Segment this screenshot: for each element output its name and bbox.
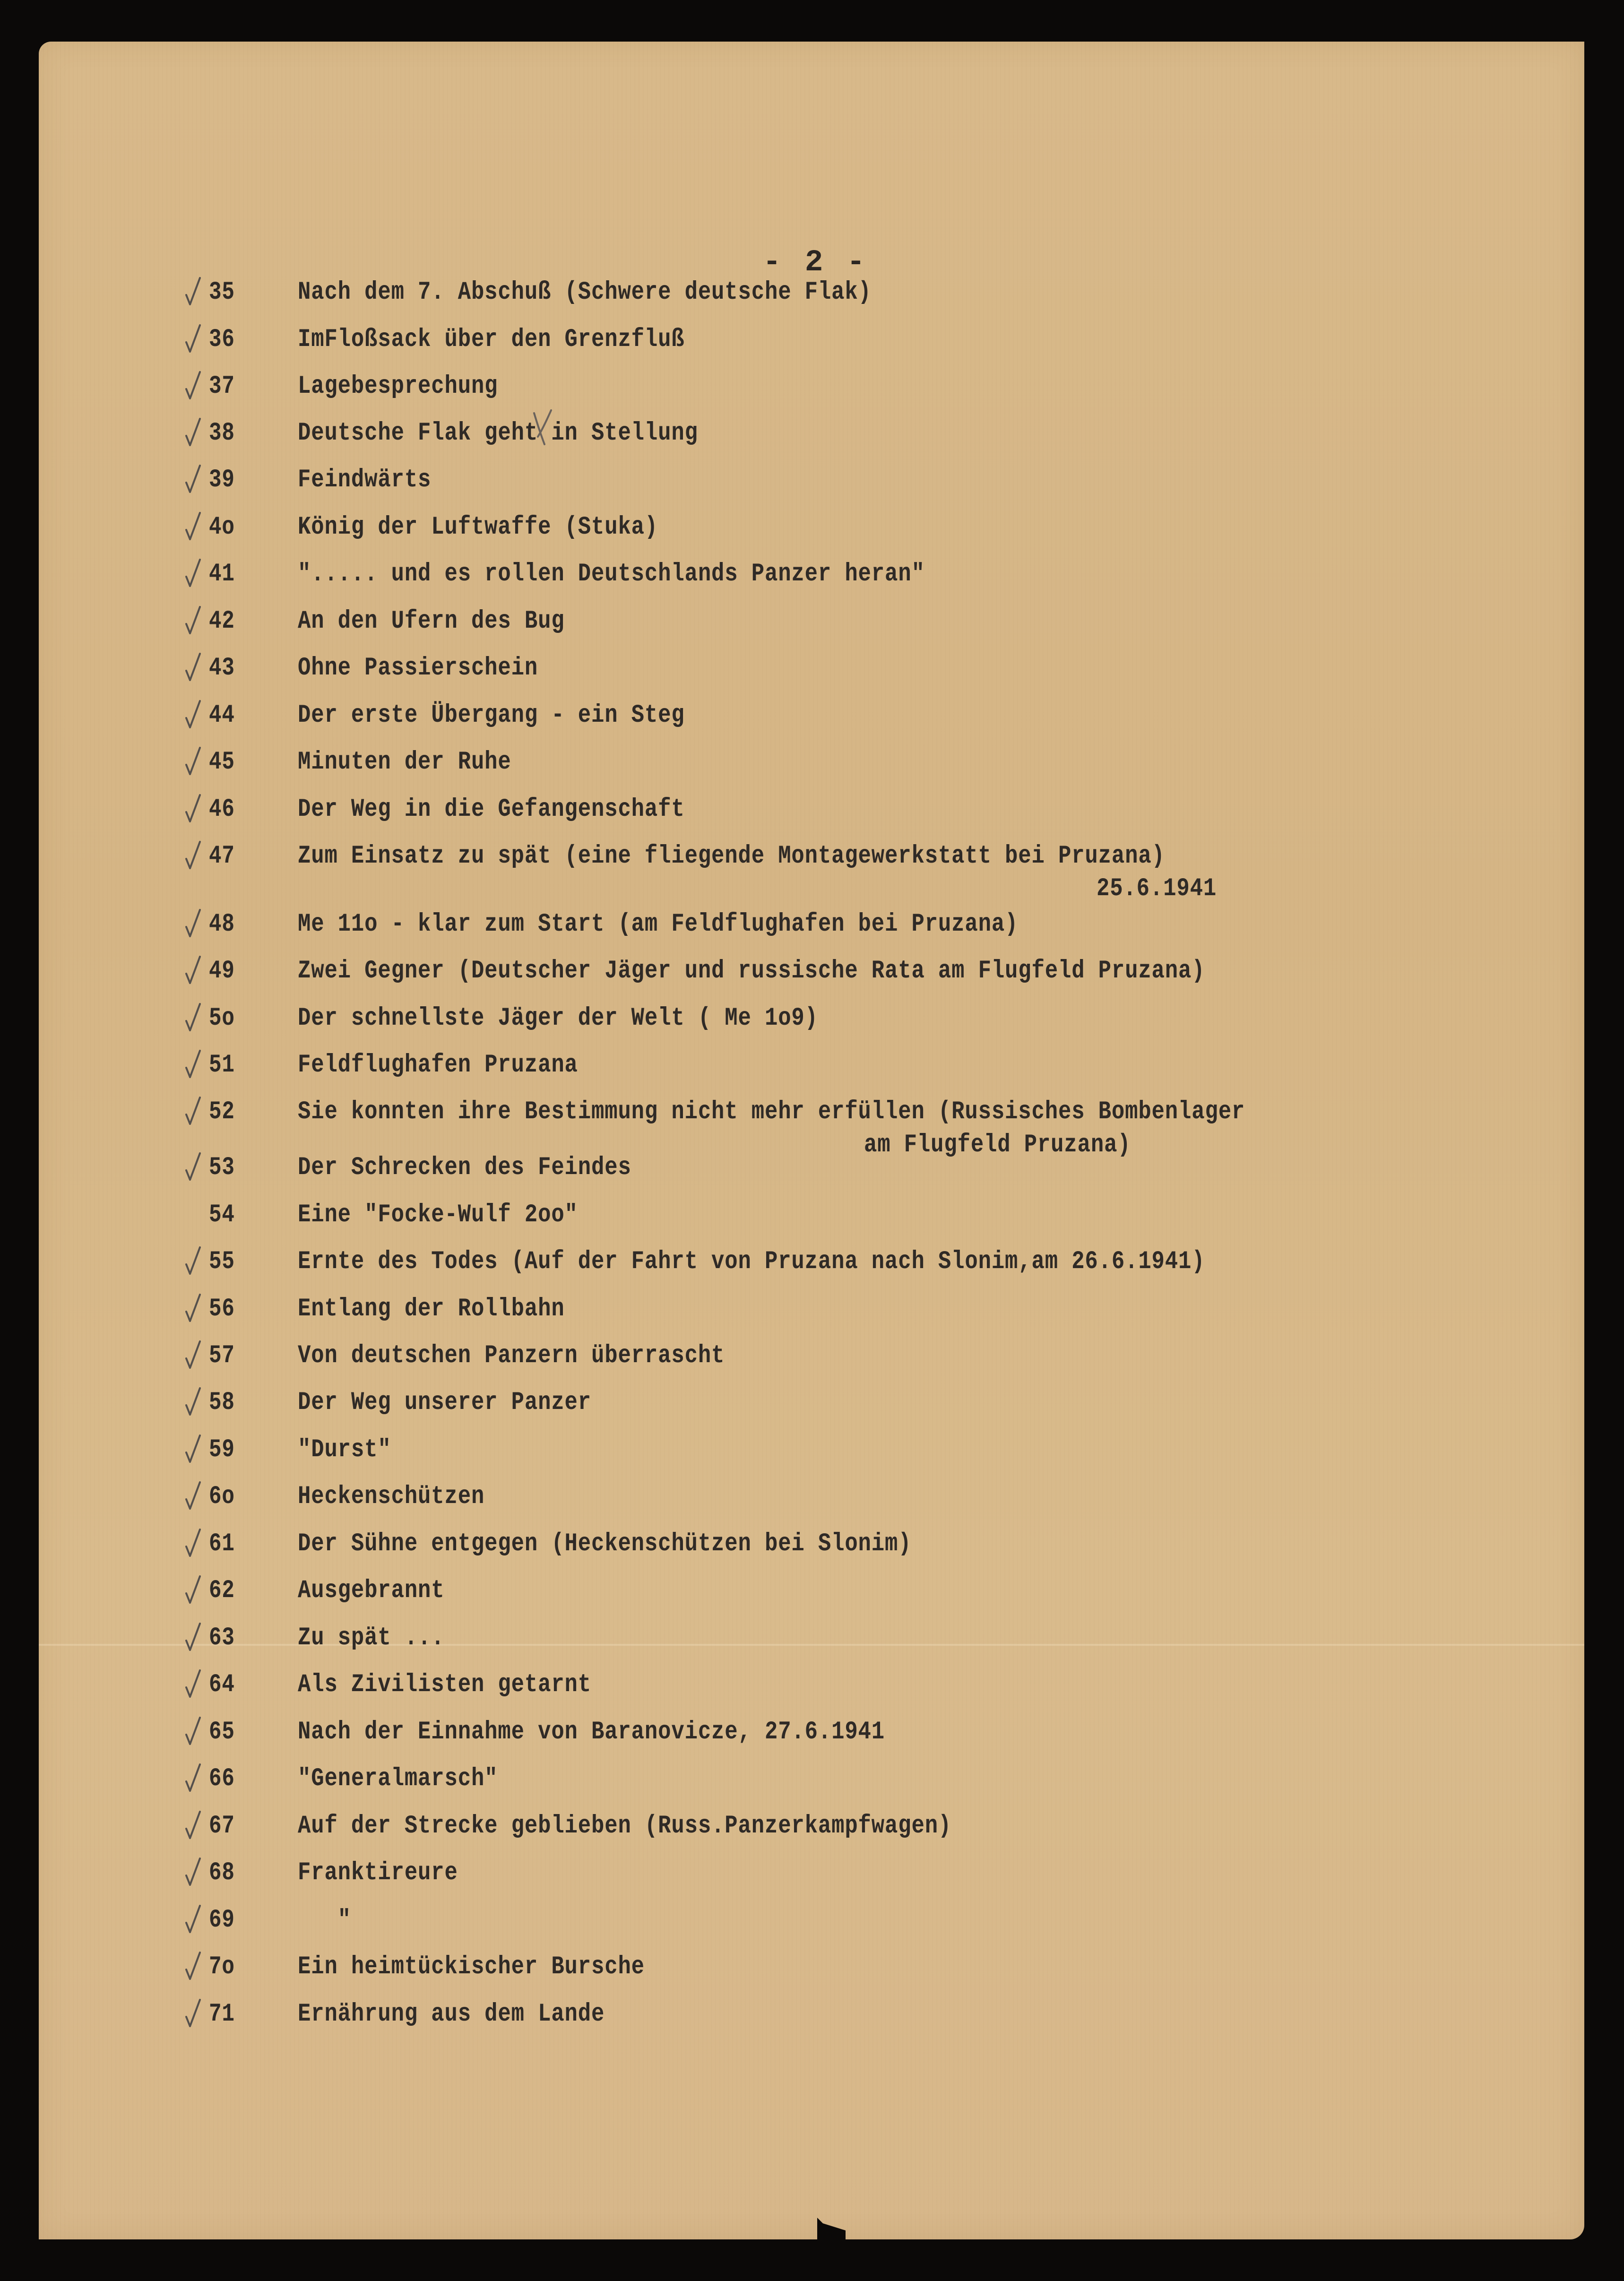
- checkmark-icon: [184, 1857, 201, 1887]
- checkmark-icon: [184, 1049, 201, 1079]
- checkmark-icon: [184, 1293, 201, 1323]
- list-item: [39, 1576, 1584, 1619]
- entry-number: 57: [209, 1341, 235, 1370]
- entry-title: "Durst": [298, 1435, 391, 1464]
- list-item: [39, 1906, 1584, 1948]
- entry-number: 7o: [209, 1953, 235, 1981]
- entry-title: Der erste Übergang - ein Steg: [298, 701, 685, 730]
- entry-number: 65: [209, 1718, 235, 1746]
- entry-number: 35: [209, 278, 235, 307]
- list-item: [39, 1295, 1584, 1337]
- entry-number: 39: [209, 466, 235, 494]
- entry-title: Zu spät ...: [298, 1624, 445, 1652]
- entry-title: Deutsche Flak geht in Stellung: [298, 419, 698, 448]
- checkmark-icon: [184, 699, 201, 729]
- entry-title: Heckenschützen: [298, 1482, 485, 1511]
- entry-number: 45: [209, 748, 235, 777]
- entry-title: Ohne Passierschein: [298, 654, 538, 683]
- list-item: [39, 1341, 1584, 1384]
- list-item: [39, 1529, 1584, 1572]
- list-item: [39, 278, 1584, 320]
- entry-title: ImFloßsack über den Grenzfluß: [298, 325, 685, 354]
- checkmark-icon: [184, 1245, 201, 1276]
- entry-continuation: 25.6.1941: [1097, 874, 1217, 903]
- checkmark-icon: [184, 1574, 201, 1605]
- checkmark-icon: [184, 1480, 201, 1511]
- entry-number: 46: [209, 795, 235, 824]
- entry-number: 53: [209, 1153, 235, 1182]
- entry-title: Zum Einsatz zu spät (eine fliegende Montagewerkstatt bei Pruzana): [298, 842, 1165, 871]
- entry-number: 44: [209, 701, 235, 730]
- entry-title: An den Ufern des Bug: [298, 607, 565, 636]
- entry-title: Zwei Gegner (Deutscher Jäger und russische Rata am Flugfeld Pruzana): [298, 957, 1205, 985]
- handwritten-x-icon: [530, 408, 554, 446]
- checkmark-icon: [184, 1998, 201, 2028]
- checkmark-icon: [184, 605, 201, 635]
- entry-title: Ernährung aus dem Lande: [298, 2000, 605, 2029]
- entry-title: Lagebesprechung: [298, 372, 498, 401]
- checkmark-icon: [184, 1716, 201, 1746]
- entry-title: Der schnellste Jäger der Welt ( Me 1o9): [298, 1004, 818, 1033]
- checkmark-icon: [184, 1951, 201, 1981]
- entry-number: 59: [209, 1435, 235, 1464]
- entry-number: 51: [209, 1051, 235, 1080]
- list-item: [39, 1953, 1584, 1995]
- entry-title: Ausgebrannt: [298, 1576, 445, 1605]
- entry-title: Auf der Strecke geblieben (Russ.Panzerkampfwagen): [298, 1812, 952, 1840]
- entry-title: Minuten der Ruhe: [298, 748, 511, 777]
- list-item: [39, 1858, 1584, 1901]
- entry-number: 47: [209, 842, 235, 871]
- entry-number: 43: [209, 654, 235, 683]
- list-item: [39, 654, 1584, 696]
- list-item: [39, 795, 1584, 838]
- checkmark-icon: [184, 1668, 201, 1699]
- list-item: [39, 957, 1584, 999]
- list-item: [39, 2000, 1584, 2042]
- checkmark-icon: [184, 840, 201, 870]
- paper-tear: [817, 2218, 846, 2246]
- checkmark-icon: [184, 1151, 201, 1182]
- entry-number: 42: [209, 607, 235, 636]
- entry-title: Nach der Einnahme von Baranovicze, 27.6.1941: [298, 1718, 885, 1746]
- list-item: [39, 466, 1584, 508]
- entry-title: Der Sühne entgegen (Heckenschützen bei Slonim): [298, 1529, 912, 1558]
- entry-number: 36: [209, 325, 235, 354]
- entry-title: "Generalmarsch": [298, 1764, 498, 1793]
- entry-title: Von deutschen Panzern überrascht: [298, 1341, 725, 1370]
- checkmark-icon: [184, 746, 201, 776]
- entry-title: Ein heimtückischer Bursche: [298, 1953, 645, 1981]
- checkmark-icon: [184, 1339, 201, 1370]
- checkmark-icon: [184, 276, 201, 306]
- entry-number: 49: [209, 957, 235, 985]
- entry-title: Ernte des Todes (Auf der Fahrt von Pruzana nach Slonim,am 26.6.1941): [298, 1247, 1205, 1276]
- entry-title: Als Zivilisten getarnt: [298, 1670, 592, 1699]
- checkmark-icon: [184, 558, 201, 588]
- checkmark-icon: [184, 1904, 201, 1934]
- entry-number: 71: [209, 2000, 235, 2029]
- entry-number: 68: [209, 1858, 235, 1887]
- entry-number: 54: [209, 1201, 235, 1229]
- list-item: [39, 607, 1584, 649]
- list-item: [39, 419, 1584, 461]
- checkmark-icon: [184, 370, 201, 400]
- entry-title: Sie konnten ihre Bestimmung nicht mehr erfüllen (Russisches Bombenlager: [298, 1097, 1245, 1126]
- document-page: [39, 42, 1584, 2239]
- entry-number: 52: [209, 1097, 235, 1126]
- entry-number: 67: [209, 1812, 235, 1840]
- list-item: [39, 910, 1584, 952]
- checkmark-icon: [184, 1763, 201, 1793]
- checkmark-icon: [184, 1810, 201, 1840]
- list-item: [39, 1201, 1584, 1243]
- list-item: [39, 1718, 1584, 1760]
- entry-number: 5o: [209, 1004, 235, 1033]
- entry-title: Franktireure: [298, 1858, 458, 1887]
- list-item: [39, 1004, 1584, 1046]
- entry-title: Nach dem 7. Abschuß (Schwere deutsche Flak): [298, 278, 872, 307]
- list-item: [39, 513, 1584, 555]
- entry-number: 38: [209, 419, 235, 448]
- list-item: [39, 1670, 1584, 1713]
- checkmark-icon: [184, 511, 201, 541]
- entry-number: 64: [209, 1670, 235, 1699]
- checkmark-icon: [184, 1434, 201, 1464]
- checkmark-icon: [184, 955, 201, 985]
- entry-number: 62: [209, 1576, 235, 1605]
- checkmark-icon: [184, 1622, 201, 1652]
- entry-number: 55: [209, 1247, 235, 1276]
- checkmark-icon: [184, 793, 201, 823]
- list-item: [39, 1388, 1584, 1431]
- entry-title: Der Weg unserer Panzer: [298, 1388, 592, 1417]
- entry-title: Feindwärts: [298, 466, 432, 494]
- entry-number: 4o: [209, 513, 235, 542]
- entry-title: König der Luftwaffe (Stuka): [298, 513, 658, 542]
- checkmark-icon: [184, 464, 201, 494]
- entry-title: ": [298, 1906, 351, 1935]
- entry-number: 63: [209, 1624, 235, 1652]
- entry-title: Me 11o - klar zum Start (am Feldflughafen bei Pruzana): [298, 910, 1019, 939]
- checkmark-icon: [184, 1096, 201, 1126]
- checkmark-icon: [184, 1528, 201, 1558]
- list-item: [39, 842, 1584, 884]
- entry-number: 66: [209, 1764, 235, 1793]
- entry-title: "..... und es rollen Deutschlands Panzer heran": [298, 560, 925, 588]
- checkmark-icon: [184, 417, 201, 447]
- entry-number: 56: [209, 1295, 235, 1323]
- list-item: [39, 1435, 1584, 1478]
- checkmark-icon: [184, 652, 201, 682]
- list-item: [39, 1812, 1584, 1854]
- list-item: [39, 1097, 1584, 1140]
- entry-number: 37: [209, 372, 235, 401]
- entry-number: 6o: [209, 1482, 235, 1511]
- list-item: [39, 325, 1584, 368]
- entry-number: 69: [209, 1906, 235, 1935]
- entry-title: Der Schrecken des Feindes: [298, 1153, 631, 1182]
- list-item: [39, 748, 1584, 790]
- list-item: [39, 1482, 1584, 1525]
- entry-title: Der Weg in die Gefangenschaft: [298, 795, 685, 824]
- entry-number: 41: [209, 560, 235, 588]
- entry-number: 48: [209, 910, 235, 939]
- checkmark-icon: [184, 908, 201, 938]
- list-item: [39, 1153, 1584, 1196]
- entry-title: Eine "Focke-Wulf 2oo": [298, 1201, 578, 1229]
- list-item: [39, 1624, 1584, 1666]
- checkmark-icon: [184, 1386, 201, 1417]
- list-item: [39, 1764, 1584, 1807]
- entry-number: 61: [209, 1529, 235, 1558]
- list-item: [39, 1051, 1584, 1093]
- entry-number: 58: [209, 1388, 235, 1417]
- checkmark-icon: [184, 323, 201, 354]
- list-item: [39, 1247, 1584, 1290]
- list-item: [39, 372, 1584, 415]
- entry-continuation: am Flugfeld Pruzana): [864, 1131, 1131, 1159]
- list-item: [39, 701, 1584, 743]
- list-item: [39, 560, 1584, 602]
- entry-title: Feldflughafen Pruzana: [298, 1051, 578, 1080]
- entry-title: Entlang der Rollbahn: [298, 1295, 565, 1323]
- checkmark-icon: [184, 1002, 201, 1032]
- page-number: - 2 -: [763, 246, 868, 280]
